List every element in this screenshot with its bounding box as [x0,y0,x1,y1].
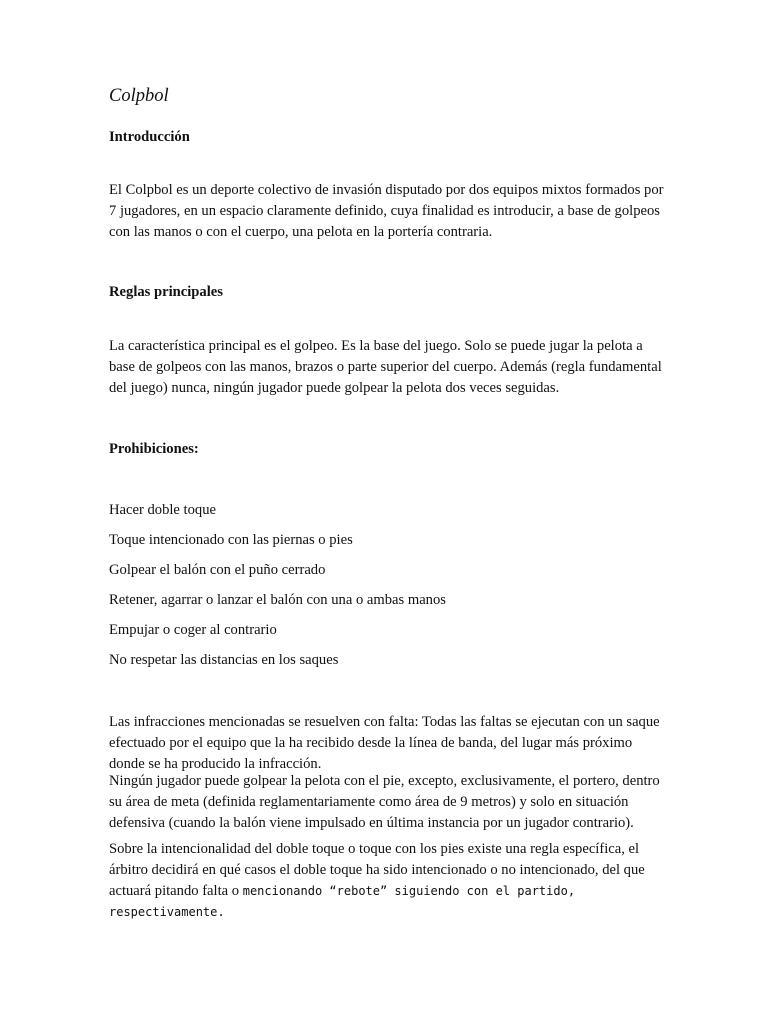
intencionalidad-text: Sobre la intencionalidad del doble toque o toque con los pies existe una regla específica, el árbitro decidirá en qué casos el doble toque ha sido intencionado o no intencionado, del que actuará pitando falta o [109,841,645,899]
prohibition-item: Hacer doble toque [109,502,216,518]
prohibition-item: Golpear el balón con el puño cerrado [109,562,326,578]
reglas-paragraph: La característica principal es el golpeo. Es la base del juego. Solo se puede jugar la pelota a base de golpeos con las manos, brazos o parte superior del cuerpo. Además (regla fundamental del juego) nunca, ningún jugador puede golpear la pelota dos veces seguidas. [109,338,662,396]
section-heading-prohibiciones: Prohibiciones: [109,441,199,457]
document-title: Colpbol [109,86,169,106]
introduccion-paragraph: El Colpbol es un deporte colectivo de invasión disputado por dos equipos mixtos formados por 7 jugadores, en un espacio claramente definido, cuya finalidad es introducir, a base de golpeos con las manos o con el cuerpo, una pelota en la portería contraria. [109,182,664,240]
prohibition-item: Empujar o coger al contrario [109,622,277,638]
portero-paragraph: Ningún jugador puede golpear la pelota con el pie, excepto, exclusivamente, el portero, dentro su área de meta (definida reglamentariamente como área de 9 metros) y solo en situación defensiva (cuando la balón viene impulsado en última instancia por un jugador contrario). [109,773,660,831]
intencionalidad-paragraph [109,839,665,923]
intencionalidad-mono-text: mencionando “rebote” siguiendo con el partido, respectivamente. [109,884,576,919]
prohibition-item: No respetar las distancias en los saques [109,652,339,668]
prohibition-item: Toque intencionado con las piernas o pies [109,532,353,548]
infracciones-paragraph: Las infracciones mencionadas se resuelven con falta: Todas las faltas se ejecutan con un saque efectuado por el equipo que la ha recibido desde la línea de banda, del lugar más próximo donde se ha producido la infracción. [109,714,660,772]
prohibition-item: Retener, agarrar o lanzar el balón con una o ambas manos [109,592,446,608]
section-heading-introduccion: Introducción [109,129,190,145]
section-heading-reglas: Reglas principales [109,284,223,300]
